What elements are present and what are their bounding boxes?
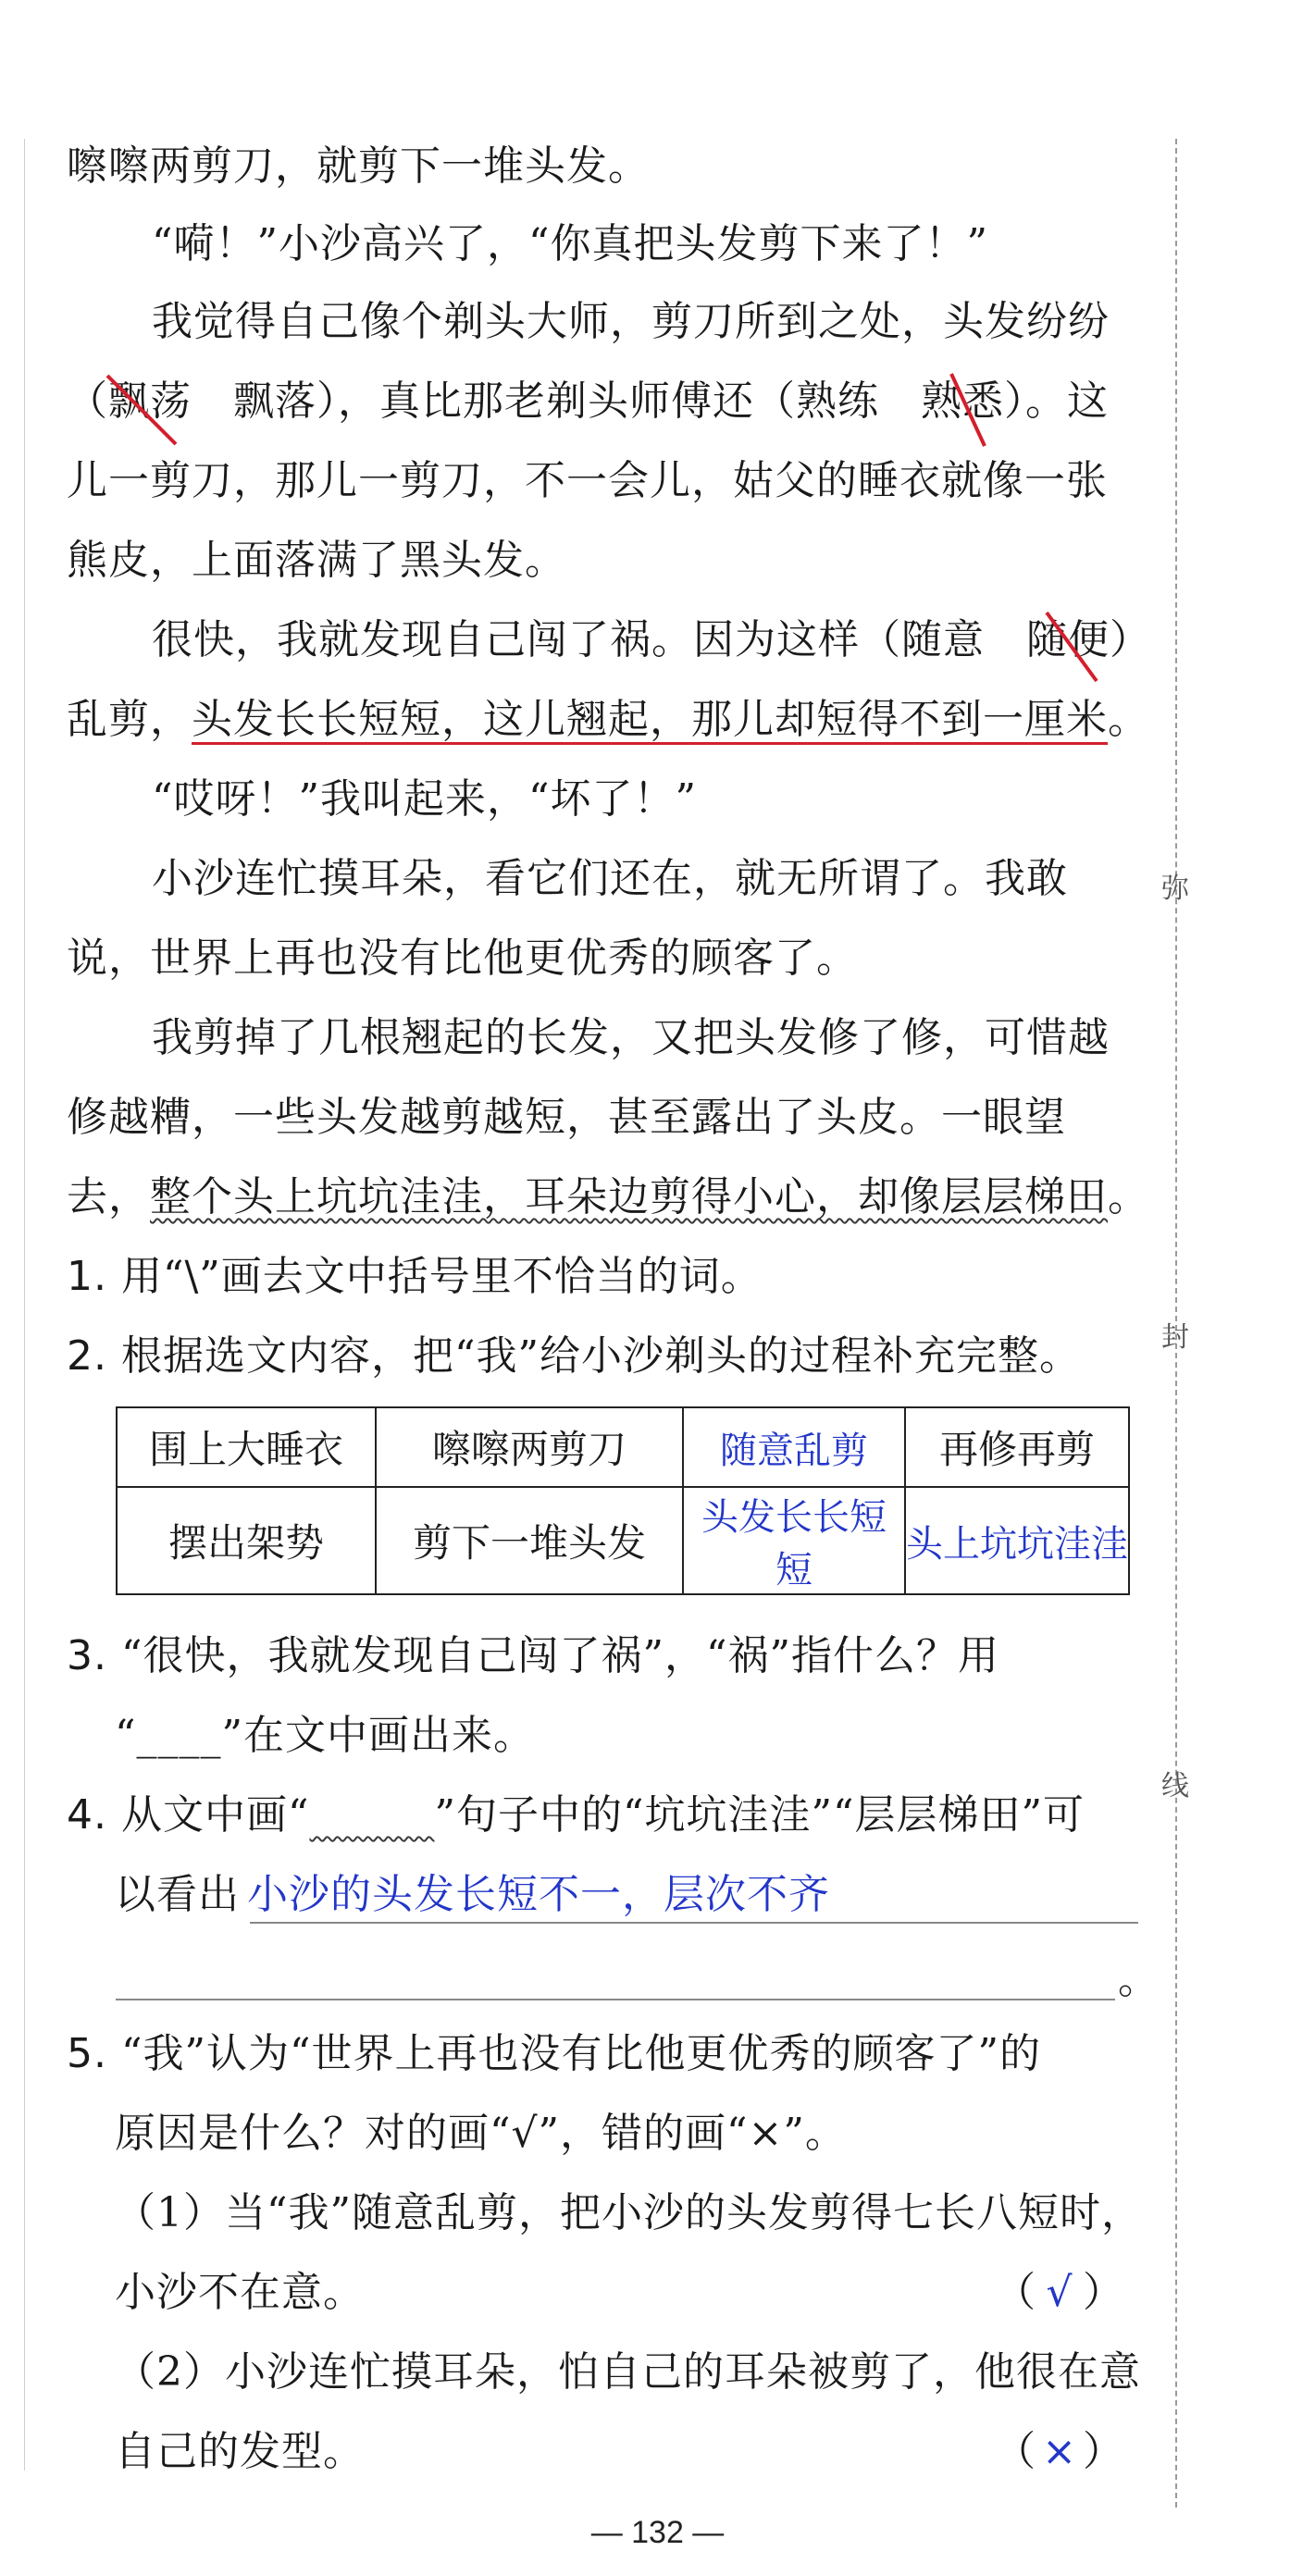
question-text: “我”认为“世界上再也没有比他更优秀的顾客了”的 xyxy=(120,2030,1041,2077)
wavy-underlined-sentence: 整个头上坑坑洼洼，耳朵边剪得小心，却像层层梯田 xyxy=(150,1173,1108,1220)
passage-line: 我剪掉了几根翘起的长发，又把头发修了修，可惜越 xyxy=(152,1014,1110,1061)
left-margin-rule xyxy=(24,139,25,2471)
paren-open: （ xyxy=(995,2428,1036,2475)
passage-line: “哎呀！”我叫起来，“坏了！” xyxy=(152,775,697,823)
question-text: ”句子中的“坑坑洼洼”“层层梯田”可 xyxy=(434,1791,1085,1839)
question-number: 2. xyxy=(67,1332,107,1380)
passage-line-with-choices: （飘荡 飘落），真比那老剃头师傅还（熟练 熟悉）。这 xyxy=(67,378,1109,425)
table-cell: 摆出架势 xyxy=(117,1487,376,1594)
question-3 xyxy=(67,1629,1140,1684)
table-cell: 嚓嚓两剪刀 xyxy=(376,1407,683,1487)
passage-line: 嚓嚓两剪刀，就剪下一堆头发。 xyxy=(67,142,650,190)
question-3-cont: “____”在文中画出来。 xyxy=(115,1712,535,1759)
text-segment: 。 xyxy=(1108,696,1149,743)
table-row xyxy=(117,1487,1129,1594)
question-5-option-2-cont: 自己的发型。 xyxy=(115,2428,365,2475)
passage-line: “嗬！”小沙高兴了，“你真把头发剪下来了！” xyxy=(152,220,988,267)
margin-label-mi: 弥 xyxy=(1161,873,1189,905)
passage-line: 我觉得自己像个剃头大师，剪刀所到之处，头发纷纷 xyxy=(152,298,1110,345)
answer-cross[interactable]: × xyxy=(1042,2428,1077,2475)
table-cell: 围上大睡衣 xyxy=(117,1407,376,1487)
strike-mark-suibian xyxy=(1041,605,1106,688)
passage-line: 说，世界上再也没有比他更优秀的顾客了。 xyxy=(67,935,858,982)
question-text: 以看出 xyxy=(115,1871,240,1918)
passage-line: 熊皮，上面落满了黑头发。 xyxy=(67,537,566,584)
answer-cell[interactable]: 头上坑坑洼洼 xyxy=(905,1487,1129,1594)
process-table xyxy=(116,1406,1130,1595)
text-segment: 去， xyxy=(67,1173,150,1220)
answer-check[interactable]: √ xyxy=(1046,2269,1073,2316)
passage-line-underlined xyxy=(67,692,1149,748)
answer-cell[interactable]: 随意乱剪 xyxy=(683,1407,905,1487)
red-underlined-sentence: 头发长长短短，这儿翘起，那儿却短得不到一厘米 xyxy=(192,696,1108,743)
question-number: 3. xyxy=(67,1632,107,1679)
question-text: 根据选文内容，把“我”给小沙剃头的过程补充完整。 xyxy=(120,1332,1081,1380)
answer-cell[interactable]: 头发长长短短 xyxy=(683,1487,905,1594)
question-text: 从文中画“ xyxy=(120,1791,310,1839)
answer-paren-1 xyxy=(995,2265,1143,2321)
margin-label-xian: 线 xyxy=(1161,1770,1189,1802)
paren-open: （ xyxy=(995,2269,1036,2316)
question-1 xyxy=(67,1249,1140,1305)
question-5-option-2: （2）小沙连忙摸耳朵，怕自己的耳朵被剪了，他很在意 xyxy=(115,2348,1141,2396)
text-segment: 乱剪， xyxy=(67,696,192,743)
question-4-cont xyxy=(115,1867,1188,1923)
text-segment: 。 xyxy=(1108,1173,1149,1220)
table-row xyxy=(117,1407,1129,1487)
page-number: — 132 — xyxy=(590,2515,725,2550)
answer-line[interactable] xyxy=(116,1999,1115,2000)
question-4 xyxy=(67,1788,1140,1843)
answer-line-end: 。 xyxy=(1118,1956,1160,2003)
question-number: 5. xyxy=(67,2030,107,2077)
paren-close: ） xyxy=(1083,2428,1124,2475)
margin-label-feng: 封 xyxy=(1161,1321,1189,1354)
answer-line[interactable] xyxy=(250,1922,1138,1924)
question-number: 4. xyxy=(67,1791,107,1839)
table-cell: 再修再剪 xyxy=(905,1407,1129,1487)
passage-line: 小沙连忙摸耳朵，看它们还在，就无所谓了。我敢 xyxy=(152,855,1068,902)
question-number: 1. xyxy=(67,1253,107,1300)
paren-close: ） xyxy=(1083,2269,1124,2316)
answer-text[interactable]: 小沙的头发长短不一，层次不齐 xyxy=(247,1871,830,1918)
passage-line: 儿一剪刀，那儿一剪刀，不一会儿，姑父的睡衣就像一张 xyxy=(67,457,1108,504)
question-5 xyxy=(67,2026,1140,2082)
question-5-option-1: （1）当“我”随意乱剪，把小沙的头发剪得七长八短时， xyxy=(115,2189,1143,2236)
question-5-cont: 原因是什么？对的画“√”，错的画“×”。 xyxy=(115,2110,847,2157)
answer-paren-2 xyxy=(995,2424,1143,2480)
table-cell: 剪下一堆头发 xyxy=(376,1487,683,1594)
question-5-option-1-cont: 小沙不在意。 xyxy=(115,2269,365,2316)
passage-line-with-choices: 很快，我就发现自己闯了祸。因为这样（随意 随便） xyxy=(152,616,1151,663)
question-2 xyxy=(67,1329,1140,1384)
question-text: 用“\”画去文中括号里不恰当的词。 xyxy=(120,1253,763,1300)
strike-mark-shuxi xyxy=(944,368,999,452)
wavy-blank-sample xyxy=(309,1791,434,1839)
passage-line: 修越糟，一些头发越剪越短，甚至露出了头皮。一眼望 xyxy=(67,1094,1066,1141)
strike-mark-piaodang xyxy=(100,368,183,452)
passage-line-wavy xyxy=(67,1170,1149,1225)
question-text: “很快，我就发现自己闯了祸”，“祸”指什么？用 xyxy=(120,1632,999,1679)
